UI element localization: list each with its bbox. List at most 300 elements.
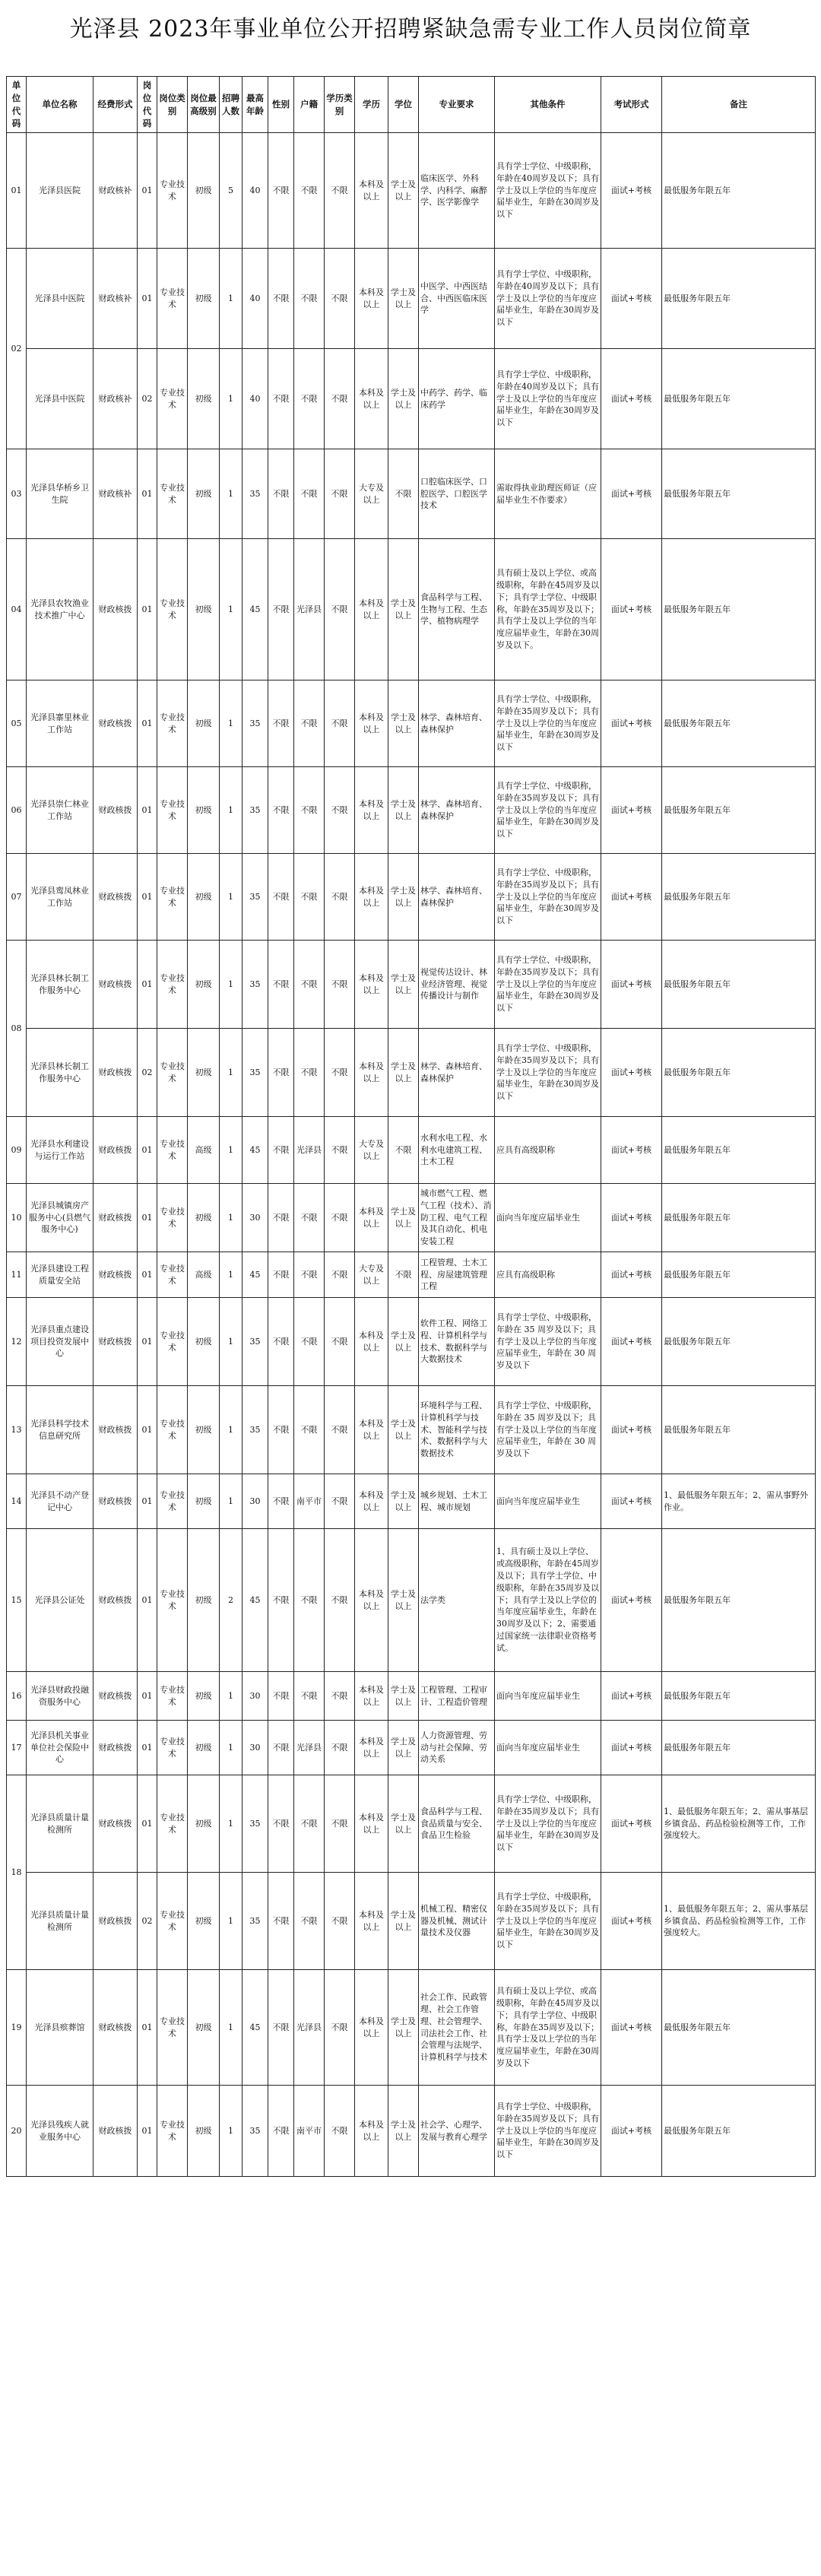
- column-header: 性别: [268, 77, 294, 133]
- position-category: 专业技术: [157, 680, 188, 767]
- position-code: 01: [138, 449, 157, 539]
- hire-count: 1: [220, 1721, 242, 1775]
- degree: 学士及以上: [388, 680, 419, 767]
- education: 本科及以上: [355, 680, 388, 767]
- education: 本科及以上: [355, 1529, 388, 1672]
- education-type: 不限: [325, 1184, 355, 1252]
- household-registration: 光泽县: [294, 1721, 325, 1775]
- household-registration: 光泽县: [294, 1970, 325, 2086]
- education: 本科及以上: [355, 941, 388, 1029]
- position-code: 01: [138, 1386, 157, 1474]
- unit-name: 光泽县水利建设与运行工作站: [27, 1117, 94, 1184]
- recruitment-table-wrapper: [6, 76, 815, 2570]
- household-registration: 光泽县: [294, 539, 325, 680]
- max-age: 30: [242, 1672, 268, 1721]
- exam-format: 面试+考核: [601, 1386, 662, 1474]
- education-type: 不限: [325, 539, 355, 680]
- major-requirement: 环境科学与工程、计算机科学与技术、智能科学与技术、数据科学与大数据技术: [419, 1386, 495, 1474]
- position-level: 初级: [188, 1970, 220, 2086]
- table-row: [7, 1117, 816, 1184]
- household-registration: 不限: [294, 1029, 325, 1117]
- position-code: 02: [138, 1873, 157, 1970]
- position-level: 初级: [188, 1672, 220, 1721]
- column-header: 考试形式: [601, 77, 662, 133]
- column-header: 学历类别: [325, 77, 355, 133]
- column-header: 学位: [388, 77, 419, 133]
- major-requirement: 林学、森林培育、森林保护: [419, 1029, 495, 1117]
- funding-type: 财政核拨: [94, 1029, 138, 1117]
- position-category: 专业技术: [157, 449, 188, 539]
- position-code: 01: [138, 249, 157, 349]
- hire-count: 1: [220, 1252, 242, 1298]
- position-code: 01: [138, 1252, 157, 1298]
- position-category: 专业技术: [157, 767, 188, 854]
- position-level: 初级: [188, 1386, 220, 1474]
- major-requirement: 工程管理、土木工程、房屋建筑管理工程: [419, 1252, 495, 1298]
- major-requirement: 机械工程、精密仪器及机械、测试计量技术及仪器: [419, 1873, 495, 1970]
- unit-code: 18: [7, 1775, 27, 1970]
- other-conditions: 具有学士学位、中级职称，年龄在40周岁及以下；具有学士及以上学位的当年度应届毕业生，年龄在30周岁及以下: [495, 349, 601, 449]
- other-conditions: 具有学士学位、中级职称，年龄在35周岁及以下；具有学士及以上学位的当年度应届毕业生，年龄在30周岁及以下: [495, 767, 601, 854]
- remarks: 最低服务年限五年: [662, 1672, 816, 1721]
- position-level: 高级: [188, 1252, 220, 1298]
- degree: 学士及以上: [388, 249, 419, 349]
- position-category: 专业技术: [157, 2086, 188, 2177]
- education-type: 不限: [325, 1775, 355, 1873]
- gender: 不限: [268, 349, 294, 449]
- unit-code: 19: [7, 1970, 27, 2086]
- position-code: 01: [138, 854, 157, 941]
- unit-code: 06: [7, 767, 27, 854]
- remarks: 最低服务年限五年: [662, 1529, 816, 1672]
- exam-format: 面试+考核: [601, 767, 662, 854]
- funding-type: 财政核拨: [94, 1474, 138, 1529]
- position-code: 01: [138, 767, 157, 854]
- exam-format: 面试+考核: [601, 1029, 662, 1117]
- position-code: 01: [138, 133, 157, 249]
- position-category: 专业技术: [157, 539, 188, 680]
- unit-name: 光泽县崇仁林业工作站: [27, 767, 94, 854]
- unit-code: 02: [7, 249, 27, 449]
- remarks: 1、最低服务年限五年；2、需从事基层乡镇食品、药品检验检测等工作，工作强度较大。: [662, 1775, 816, 1873]
- education-type: 不限: [325, 680, 355, 767]
- education: 本科及以上: [355, 1970, 388, 2086]
- exam-format: 面试+考核: [601, 680, 662, 767]
- column-header: 岗位最高级别: [188, 77, 220, 133]
- position-category: 专业技术: [157, 1117, 188, 1184]
- major-requirement: 口腔临床医学、口腔医学、口腔医学技术: [419, 449, 495, 539]
- gender: 不限: [268, 2086, 294, 2177]
- hire-count: 1: [220, 1029, 242, 1117]
- remarks: 最低服务年限五年: [662, 1298, 816, 1386]
- household-registration: 不限: [294, 680, 325, 767]
- column-header: 备注: [662, 77, 816, 133]
- education-type: 不限: [325, 1672, 355, 1721]
- max-age: 30: [242, 1184, 268, 1252]
- household-registration: 不限: [294, 1298, 325, 1386]
- unit-name: 光泽县林长制工作服务中心: [27, 941, 94, 1029]
- degree: 学士及以上: [388, 1474, 419, 1529]
- unit-code: 10: [7, 1184, 27, 1252]
- household-registration: 南平市: [294, 1474, 325, 1529]
- position-code: 01: [138, 941, 157, 1029]
- other-conditions: 具有硕士及以上学位、或高级职称，年龄在45周岁及以下；具有学士学位、中级职称，年龄在35周岁及以下；具有学士及以上学位的当年度应届毕业生，年龄在30周岁及以下。: [495, 539, 601, 680]
- funding-type: 财政核拨: [94, 1721, 138, 1775]
- position-code: 01: [138, 539, 157, 680]
- table-row: [7, 1721, 816, 1775]
- remarks: 最低服务年限五年: [662, 1117, 816, 1184]
- position-code: 01: [138, 1721, 157, 1775]
- remarks: 最低服务年限五年: [662, 249, 816, 349]
- major-requirement: 中药学、药学、临床药学: [419, 349, 495, 449]
- degree: 学士及以上: [388, 941, 419, 1029]
- major-requirement: 社会学、心理学、发展与教育心理学: [419, 2086, 495, 2177]
- funding-type: 财政核补: [94, 349, 138, 449]
- household-registration: 光泽县: [294, 1117, 325, 1184]
- education: 本科及以上: [355, 1298, 388, 1386]
- remarks: 最低服务年限五年: [662, 1252, 816, 1298]
- hire-count: 1: [220, 349, 242, 449]
- other-conditions: 应具有高级职称: [495, 1117, 601, 1184]
- degree: 不限: [388, 1117, 419, 1184]
- position-category: 专业技术: [157, 1298, 188, 1386]
- table-row: [7, 449, 816, 539]
- major-requirement: 林学、森林培育、森林保护: [419, 680, 495, 767]
- major-requirement: 人力资源管理、劳动与社会保障、劳动关系: [419, 1721, 495, 1775]
- education: 本科及以上: [355, 1474, 388, 1529]
- gender: 不限: [268, 941, 294, 1029]
- major-requirement: 林学、森林培育、森林保护: [419, 854, 495, 941]
- major-requirement: 林学、森林培育、森林保护: [419, 767, 495, 854]
- table-row: [7, 767, 816, 854]
- education-type: 不限: [325, 249, 355, 349]
- other-conditions: 具有学士学位、中级职称，年龄在35周岁及以下；具有学士及以上学位的当年度应届毕业生，年龄在30周岁及以下: [495, 1029, 601, 1117]
- gender: 不限: [268, 1298, 294, 1386]
- position-category: 专业技术: [157, 1873, 188, 1970]
- gender: 不限: [268, 1873, 294, 1970]
- max-age: 35: [242, 767, 268, 854]
- funding-type: 财政核拨: [94, 1252, 138, 1298]
- max-age: 40: [242, 249, 268, 349]
- position-category: 专业技术: [157, 1529, 188, 1672]
- major-requirement: 水利水电工程、水利水电建筑工程、土木工程: [419, 1117, 495, 1184]
- degree: 学士及以上: [388, 1298, 419, 1386]
- table-row: [7, 1252, 816, 1298]
- unit-code: 12: [7, 1298, 27, 1386]
- other-conditions: 面向当年度应届毕业生: [495, 1721, 601, 1775]
- education-type: 不限: [325, 1386, 355, 1474]
- other-conditions: 具有学士学位、中级职称，年龄在 35 周岁及以下；具有学士及以上学位的当年度应届毕业生，年龄在 30 周岁及以下: [495, 1298, 601, 1386]
- max-age: 35: [242, 854, 268, 941]
- unit-name: 光泽县质量计量检测所: [27, 1775, 94, 1873]
- education-type: 不限: [325, 767, 355, 854]
- funding-type: 财政核拨: [94, 1529, 138, 1672]
- education-type: 不限: [325, 449, 355, 539]
- exam-format: 面试+考核: [601, 349, 662, 449]
- position-category: 专业技术: [157, 249, 188, 349]
- table-row: [7, 1474, 816, 1529]
- gender: 不限: [268, 1970, 294, 2086]
- column-header: 学历: [355, 77, 388, 133]
- education: 本科及以上: [355, 539, 388, 680]
- max-age: 30: [242, 1474, 268, 1529]
- other-conditions: 面向当年度应届毕业生: [495, 1474, 601, 1529]
- unit-name: 光泽县残疾人就业服务中心: [27, 2086, 94, 2177]
- position-category: 专业技术: [157, 941, 188, 1029]
- position-code: 01: [138, 680, 157, 767]
- unit-code: 15: [7, 1529, 27, 1672]
- other-conditions: 具有学士学位、中级职称，年龄在40周岁及以下；具有学士及以上学位的当年度应届毕业生，年龄在30周岁及以下: [495, 249, 601, 349]
- degree: 学士及以上: [388, 1672, 419, 1721]
- position-category: 专业技术: [157, 1672, 188, 1721]
- position-level: 初级: [188, 539, 220, 680]
- other-conditions: 需取得执业助理医师证（应届毕业生不作要求）: [495, 449, 601, 539]
- funding-type: 财政核拨: [94, 1117, 138, 1184]
- household-registration: 不限: [294, 1529, 325, 1672]
- household-registration: 不限: [294, 249, 325, 349]
- max-age: 45: [242, 1970, 268, 2086]
- funding-type: 财政核拨: [94, 767, 138, 854]
- major-requirement: 视觉传达设计、林业经济管理、视觉传播设计与制作: [419, 941, 495, 1029]
- table-row: [7, 1386, 816, 1474]
- position-category: 专业技术: [157, 133, 188, 249]
- unit-code: 16: [7, 1672, 27, 1721]
- household-registration: 不限: [294, 1184, 325, 1252]
- household-registration: 不限: [294, 133, 325, 249]
- table-row: [7, 1029, 816, 1117]
- hire-count: 1: [220, 1873, 242, 1970]
- other-conditions: 具有学士学位、中级职称，年龄在35周岁及以下；具有学士及以上学位的当年度应届毕业生，年龄在30周岁及以下: [495, 941, 601, 1029]
- education: 本科及以上: [355, 854, 388, 941]
- unit-name: 光泽县不动产登记中心: [27, 1474, 94, 1529]
- exam-format: 面试+考核: [601, 249, 662, 349]
- unit-name: 光泽县建设工程质量安全站: [27, 1252, 94, 1298]
- degree: 学士及以上: [388, 349, 419, 449]
- position-level: 初级: [188, 449, 220, 539]
- hire-count: 1: [220, 1775, 242, 1873]
- exam-format: 面试+考核: [601, 1184, 662, 1252]
- hire-count: 2: [220, 1529, 242, 1672]
- degree: 学士及以上: [388, 1873, 419, 1970]
- hire-count: 1: [220, 1386, 242, 1474]
- gender: 不限: [268, 249, 294, 349]
- max-age: 35: [242, 449, 268, 539]
- exam-format: 面试+考核: [601, 539, 662, 680]
- exam-format: 面试+考核: [601, 941, 662, 1029]
- exam-format: 面试+考核: [601, 1252, 662, 1298]
- unit-code: 14: [7, 1474, 27, 1529]
- gender: 不限: [268, 680, 294, 767]
- education: 大专及以上: [355, 1252, 388, 1298]
- position-code: 01: [138, 1298, 157, 1386]
- degree: 学士及以上: [388, 1386, 419, 1474]
- education-type: 不限: [325, 1029, 355, 1117]
- education-type: 不限: [325, 1298, 355, 1386]
- other-conditions: 1、具有硕士及以上学位、或高级职称，年龄在45周岁及以下；具有学士学位、中级职称，年龄在35周岁及以下；具有学士及以上学位的当年度应届毕业生，年龄在30周岁及以下；2、需要通过国家统一法律职业资格考试。: [495, 1529, 601, 1672]
- funding-type: 财政核拨: [94, 1386, 138, 1474]
- position-level: 初级: [188, 941, 220, 1029]
- hire-count: 1: [220, 854, 242, 941]
- table-row: [7, 249, 816, 349]
- position-level: 初级: [188, 1474, 220, 1529]
- exam-format: 面试+考核: [601, 1298, 662, 1386]
- remarks: 最低服务年限五年: [662, 449, 816, 539]
- gender: 不限: [268, 133, 294, 249]
- hire-count: 1: [220, 767, 242, 854]
- position-level: 初级: [188, 1529, 220, 1672]
- degree: 学士及以上: [388, 1970, 419, 2086]
- education: 本科及以上: [355, 1184, 388, 1252]
- remarks: 最低服务年限五年: [662, 1184, 816, 1252]
- major-requirement: 社会工作、民政管理、社会工作管理、社会管理学、司法社会工作、社会管理与法规学、计算机科学与技术: [419, 1970, 495, 2086]
- max-age: 35: [242, 1029, 268, 1117]
- unit-code: 05: [7, 680, 27, 767]
- exam-format: 面试+考核: [601, 1970, 662, 2086]
- exam-format: 面试+考核: [601, 1529, 662, 1672]
- education-type: 不限: [325, 941, 355, 1029]
- column-header: 单位代码: [7, 77, 27, 133]
- gender: 不限: [268, 1386, 294, 1474]
- exam-format: 面试+考核: [601, 2086, 662, 2177]
- other-conditions: 具有学士学位、中级职称，年龄在35周岁及以下；具有学士及以上学位的当年度应届毕业生，年龄在30周岁及以下: [495, 1873, 601, 1970]
- unit-code: 08: [7, 941, 27, 1117]
- gender: 不限: [268, 1672, 294, 1721]
- position-code: 01: [138, 1529, 157, 1672]
- unit-code: 01: [7, 133, 27, 249]
- hire-count: 1: [220, 2086, 242, 2177]
- other-conditions: 面向当年度应届毕业生: [495, 1184, 601, 1252]
- position-level: 初级: [188, 767, 220, 854]
- household-registration: 不限: [294, 349, 325, 449]
- max-age: 45: [242, 1529, 268, 1672]
- degree: 学士及以上: [388, 854, 419, 941]
- funding-type: 财政核补: [94, 449, 138, 539]
- household-registration: 不限: [294, 449, 325, 539]
- unit-name: 光泽县质量计量检测所: [27, 1873, 94, 1970]
- education: 本科及以上: [355, 1386, 388, 1474]
- table-header-row: [7, 77, 816, 133]
- max-age: 35: [242, 680, 268, 767]
- degree: 学士及以上: [388, 133, 419, 249]
- remarks: 最低服务年限五年: [662, 941, 816, 1029]
- exam-format: 面试+考核: [601, 1775, 662, 1873]
- max-age: 35: [242, 2086, 268, 2177]
- column-header: 专业要求: [419, 77, 495, 133]
- household-registration: 不限: [294, 1672, 325, 1721]
- gender: 不限: [268, 1775, 294, 1873]
- remarks: 1、最低服务年限五年；2、需从事基层乡镇食品、药品检验检测等工作，工作强度较大。: [662, 1873, 816, 1970]
- hire-count: 1: [220, 680, 242, 767]
- degree: 不限: [388, 1252, 419, 1298]
- funding-type: 财政核拨: [94, 1970, 138, 2086]
- remarks: 最低服务年限五年: [662, 1029, 816, 1117]
- funding-type: 财政核拨: [94, 1298, 138, 1386]
- hire-count: 1: [220, 1117, 242, 1184]
- major-requirement: 食品科学与工程、生物与工程、生态学、植物病理学: [419, 539, 495, 680]
- education: 本科及以上: [355, 133, 388, 249]
- position-level: 初级: [188, 1184, 220, 1252]
- education-type: 不限: [325, 1474, 355, 1529]
- position-code: 01: [138, 2086, 157, 2177]
- exam-format: 面试+考核: [601, 1721, 662, 1775]
- unit-code: 17: [7, 1721, 27, 1775]
- column-header: 招聘人数: [220, 77, 242, 133]
- gender: 不限: [268, 1529, 294, 1672]
- unit-name: 光泽县重点建设项目投资发展中心: [27, 1298, 94, 1386]
- major-requirement: 法学类: [419, 1529, 495, 1672]
- position-category: 专业技术: [157, 1184, 188, 1252]
- remarks: 最低服务年限五年: [662, 2086, 816, 2177]
- remarks: 1、最低服务年限五年；2、需从事野外作业。: [662, 1474, 816, 1529]
- max-age: 45: [242, 1117, 268, 1184]
- education: 本科及以上: [355, 2086, 388, 2177]
- position-level: 初级: [188, 2086, 220, 2177]
- column-header: 岗位类别: [157, 77, 188, 133]
- other-conditions: 具有硕士及以上学位、或高级职称，年龄在45周岁及以下；具有学士学位、中级职称，年龄在35周岁及以下；具有学士及以上学位的当年度应届毕业生，年龄在30周岁及以下: [495, 1970, 601, 2086]
- column-header: 岗位代码: [138, 77, 157, 133]
- remarks: 最低服务年限五年: [662, 133, 816, 249]
- education: 本科及以上: [355, 767, 388, 854]
- table-row: [7, 1873, 816, 1970]
- degree: 学士及以上: [388, 1529, 419, 1672]
- funding-type: 财政核拨: [94, 539, 138, 680]
- table-row: [7, 1672, 816, 1721]
- education-type: 不限: [325, 854, 355, 941]
- unit-name: 光泽县城镇房产服务中心(县燃气服务中心): [27, 1184, 94, 1252]
- exam-format: 面试+考核: [601, 449, 662, 539]
- hire-count: 1: [220, 449, 242, 539]
- position-level: 初级: [188, 1873, 220, 1970]
- position-level: 初级: [188, 680, 220, 767]
- funding-type: 财政核拨: [94, 941, 138, 1029]
- funding-type: 财政核拨: [94, 1672, 138, 1721]
- degree: 学士及以上: [388, 1029, 419, 1117]
- position-category: 专业技术: [157, 854, 188, 941]
- education: 本科及以上: [355, 249, 388, 349]
- position-category: 专业技术: [157, 1029, 188, 1117]
- remarks: 最低服务年限五年: [662, 349, 816, 449]
- remarks: 最低服务年限五年: [662, 854, 816, 941]
- max-age: 35: [242, 1386, 268, 1474]
- position-level: 高级: [188, 1117, 220, 1184]
- position-level: 初级: [188, 854, 220, 941]
- degree: 学士及以上: [388, 1721, 419, 1775]
- household-registration: 不限: [294, 1775, 325, 1873]
- position-level: 初级: [188, 1029, 220, 1117]
- funding-type: 财政核拨: [94, 2086, 138, 2177]
- position-code: 02: [138, 1029, 157, 1117]
- other-conditions: 具有学士学位、中级职称，年龄在40周岁及以下；具有学士及以上学位的当年度应届毕业生，年龄在30周岁及以下: [495, 133, 601, 249]
- education: 本科及以上: [355, 1873, 388, 1970]
- table-row: [7, 1775, 816, 1873]
- degree: 学士及以上: [388, 767, 419, 854]
- table-row: [7, 941, 816, 1029]
- other-conditions: 具有学士学位、中级职称，年龄在35周岁及以下；具有学士及以上学位的当年度应届毕业生，年龄在30周岁及以下: [495, 1775, 601, 1873]
- household-registration: 不限: [294, 1386, 325, 1474]
- unit-name: 光泽县中医院: [27, 249, 94, 349]
- remarks: 最低服务年限五年: [662, 1386, 816, 1474]
- education-type: 不限: [325, 1117, 355, 1184]
- unit-name: 光泽县鸾凤林业工作站: [27, 854, 94, 941]
- other-conditions: 具有学士学位、中级职称，年龄在 35 周岁及以下；具有学士及以上学位的当年度应届毕业生，年龄在 30 周岁及以下: [495, 1386, 601, 1474]
- unit-code: 03: [7, 449, 27, 539]
- household-registration: 不限: [294, 767, 325, 854]
- unit-code: 09: [7, 1117, 27, 1184]
- max-age: 35: [242, 1775, 268, 1873]
- max-age: 40: [242, 133, 268, 249]
- table-row: [7, 1970, 816, 2086]
- unit-name: 光泽县殡葬馆: [27, 1970, 94, 2086]
